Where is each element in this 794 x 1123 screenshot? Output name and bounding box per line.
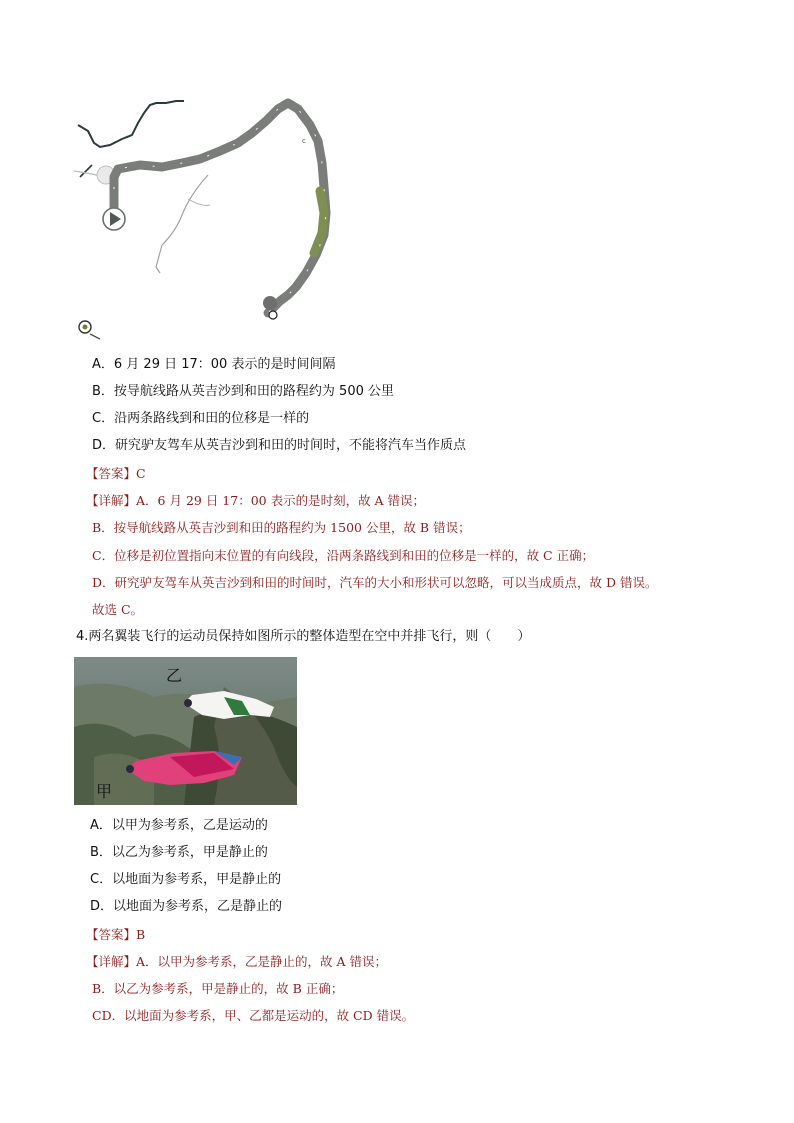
answer-value: B	[136, 927, 146, 942]
location-pin-icon	[76, 318, 106, 340]
route-map	[70, 95, 340, 345]
q3-detail-a	[86, 492, 425, 510]
q3-option-a: A．6 月 29 日 17：00 表示的是时间间隔	[92, 357, 336, 372]
q4-detail-cd: CD．以地面为参考系，甲、乙都是运动的，故 CD 错误。	[92, 1008, 415, 1023]
q3-detail-b: B．按导航线路从英吉沙到和田的路程约为 1500 公里，故 B 错误；	[92, 520, 471, 535]
photo-label-jia: 甲	[96, 782, 113, 801]
q3-option-c: C．沿两条路线到和田的位移是一样的	[92, 411, 310, 426]
q4-option-b: B．以乙为参考系，甲是静止的	[90, 845, 268, 860]
q3-conclusion: 故选 C。	[92, 602, 144, 617]
q3-option-b: B．按导航线路从英吉沙到和田的路程约为 500 公里	[92, 384, 394, 399]
answer-value: C	[136, 466, 146, 481]
q4-stem: 4.两名翼装飞行的运动员保持如图所示的整体造型在空中并排飞行，则（ ）	[76, 629, 531, 644]
q4-detail-b: B．以乙为参考系，甲是静止的，故 B 正确；	[92, 981, 344, 996]
q4-answer	[86, 926, 145, 944]
q4-option-d: D．以地面为参考系，乙是静止的	[90, 899, 283, 914]
detail-tag: 【详解】	[86, 954, 137, 969]
q4-option-c: C．以地面为参考系，甲是静止的	[90, 872, 282, 887]
svg-text:c: c	[302, 137, 306, 145]
q4-option-a: A．以甲为参考系，乙是运动的	[90, 818, 268, 833]
q3-answer	[86, 465, 146, 483]
q3-option-d: D．研究驴友驾车从英吉沙到和田的时间时，不能将汽车当作质点	[92, 438, 467, 453]
detail-text: A．6 月 29 日 17：00 表示的是时刻，故 A 错误；	[136, 493, 426, 508]
answer-tag: 【答案】	[86, 466, 137, 481]
detail-text: A．以甲为参考系，乙是静止的，故 A 错误；	[136, 954, 388, 969]
q3-detail-d: D．研究驴友驾车从英吉沙到和田的时间时，汽车的大小和形状可以忽略，可以当成质点，故 D 错误。	[92, 575, 658, 590]
wingsuit-photo	[74, 657, 297, 805]
answer-tag: 【答案】	[86, 927, 137, 942]
q4-detail-a	[86, 953, 387, 971]
detail-tag: 【详解】	[86, 493, 137, 508]
q3-detail-c: C．位移是初位置指向末位置的有向线段，沿两条路线到和田的位移是一样的，故 C 正确；	[92, 548, 595, 563]
photo-label-yi: 乙	[166, 666, 183, 685]
